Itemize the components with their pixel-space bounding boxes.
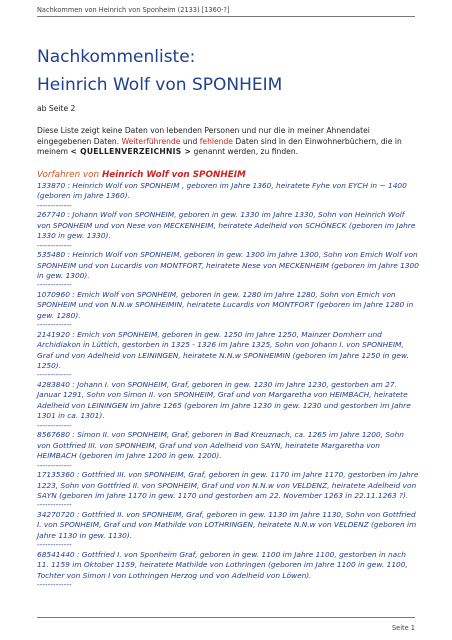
header-rule [37, 16, 415, 17]
page-number: Seite 1 [391, 624, 415, 632]
list-item: 34270720 : Gottfried II. von SPONHEIM, Graf, geboren in gew. 1130 im Jahre 1130, Sohn von Gottfried I. von SPONHEIM, Graf und von Mathilde von LOTHRINGEN, heiratete N.N.w von VELDENZ (geboren im Jahre 1130 in gew. 1130). [37, 509, 417, 540]
fehlende-link[interactable]: fehlende [199, 136, 233, 146]
quellenverzeichnis-link[interactable]: < QUELLENVERZEICHNIS > [70, 147, 192, 157]
entry-separator: ------------- [37, 320, 72, 330]
page-subtitle: ab Seite 2 [37, 104, 76, 113]
entry-separator: ------------- [37, 370, 72, 380]
page-header: Nachkommen von Heinrich von Sponheim (2133) [1360-?] [37, 6, 230, 14]
list-item: 1070960 : Emich Wolf von SPONHEIM, geboren in gew. 1280 im Jahre 1280, Sohn von Emich von SPONHEIM und von N.N.w SPONHEIMIN, heiratete Lucardis von MONTFORT (geboren im Jahre 1280 in gew. 1280). [37, 290, 414, 320]
list-item: 68541440 : Gottfried I. von Sponheim Graf, geboren in gew. 1100 im Jahre 1100, gestorben in nach 11. 1159 im Oktober 1159, heiratete Mathilde von Lothringen (geboren im Jahre 1100 in gew. 1100, Tochter von Simon I von Lothringen Herzog und von Adelheid von Löwen). [37, 549, 408, 580]
intro-paragraph [37, 126, 417, 158]
entry-separator: ------------- [37, 280, 72, 290]
intro-line-2: eingegebenen Daten. Weiterführende und fehlende Daten sind in den Einwohnerbüchern, die in [37, 136, 402, 146]
page-title: Nachkommenliste: [37, 47, 196, 67]
entry-separator: ------------- [37, 420, 72, 430]
list-item: 2141920 : Emich von SPONHEIM, geboren in gew. 1250 im Jahre 1250, Mainzer Domherr und Archidiakon in Lüttich, gestorben in 1325 - 1326 im Jahre 1325, Sohn von Johann I. von SPONHEIM, Graf und von Adelheid von LEININGEN, heiratete N.N.w SPONHEIMIN (geboren im Jahre 1250 in gew. 1250). [37, 329, 409, 371]
footer-rule [37, 617, 415, 618]
entry-separator: ------------- [37, 500, 72, 510]
section-heading: Vorfahren von Heinrich Wolf von SPONHEIM [37, 170, 246, 180]
intro-line-3: meinem < QUELLENVERZEICHNIS > genannt werden, zu finden. [37, 147, 299, 157]
list-item: 133870 : Heinrich Wolf von SPONHEIM , geboren im Jahre 1360, heiratete Fyhe von EYCH in ~ 1400 (geboren im Jahre 1360). [37, 181, 407, 201]
ancestor-list [37, 181, 419, 590]
person-title: Heinrich Wolf von SPONHEIM [37, 75, 283, 95]
section-person-name: Heinrich Wolf von SPONHEIM [101, 170, 246, 180]
entry-separator: ------------- [37, 540, 72, 550]
list-item: 17135360 : Gottfried III. von SPONHEIM, Graf, geboren in gew. 1170 im Jahre 1170, gestorben im Jahre 1223, Sohn von Gottfried II. von SPONHEIM, Graf und von N.N.w von VELDENZ, heiratete Adelheid von SAYN (geboren im Jahre 1170 in gew. 1170 und gestorben am 22. November 1263 in 22.11.1263 ?). [37, 470, 419, 500]
list-item: 4283840 : Johann I. von SPONHEIM, Graf, geboren in gew. 1230 im Jahre 1230, gestorben am 27. Januar 1291, Sohn von Simon II. von SPONHEIM, Graf und von Margaretha von HEIMBACH, heiratete Adelheid von LEININGEN im Jahre 1265 (geboren im Jahre 1230 in gew. 1230 und gestorben im Jahre 1301 in ca. 1301). [37, 380, 411, 421]
list-item: 535480 : Heinrich Wolf von SPONHEIM, geboren in gew. 1300 im Jahre 1300, Sohn von Emich Wolf von SPONHEIM und von Lucardis von MONTFORT, heiratete Nese von MECKENHEIM (geboren im Jahre 1300 in gew. 1300). [37, 250, 419, 281]
entry-separator: ------------- [37, 460, 72, 470]
weiterfuehrende-link[interactable]: Weiterführende [121, 136, 181, 146]
entry-separator: ------------- [37, 579, 72, 589]
entry-separator: ------------- [37, 240, 72, 250]
list-item: 8567680 : Simon II. von SPONHEIM, Graf, geboren in Bad Kreuznach, ca. 1265 im Jahre 1200, Sohn von Gottfried III. von SPONHEIM, Graf und von Adelheid von SAYN, heiratete Margaretha von HEIMBACH (geboren im Jahre 1200 in gew. 1200). [37, 430, 404, 461]
intro-line-1: Diese Liste zeigt keine Daten von lebenden Personen und nur die in meiner Ahnendatei [37, 126, 370, 135]
list-item: 267740 : Johann Wolf von SPONHEIM, geboren in gew. 1330 im Jahre 1330, Sohn von Heinrich Wolf von SPONHEIM und von Nese von MECKENHEIM, heiratete Adelheid von SCHÖNECK (geboren im Jahre 1330 in gew. 1330). [37, 210, 416, 241]
entry-separator: ------------- [37, 200, 72, 210]
